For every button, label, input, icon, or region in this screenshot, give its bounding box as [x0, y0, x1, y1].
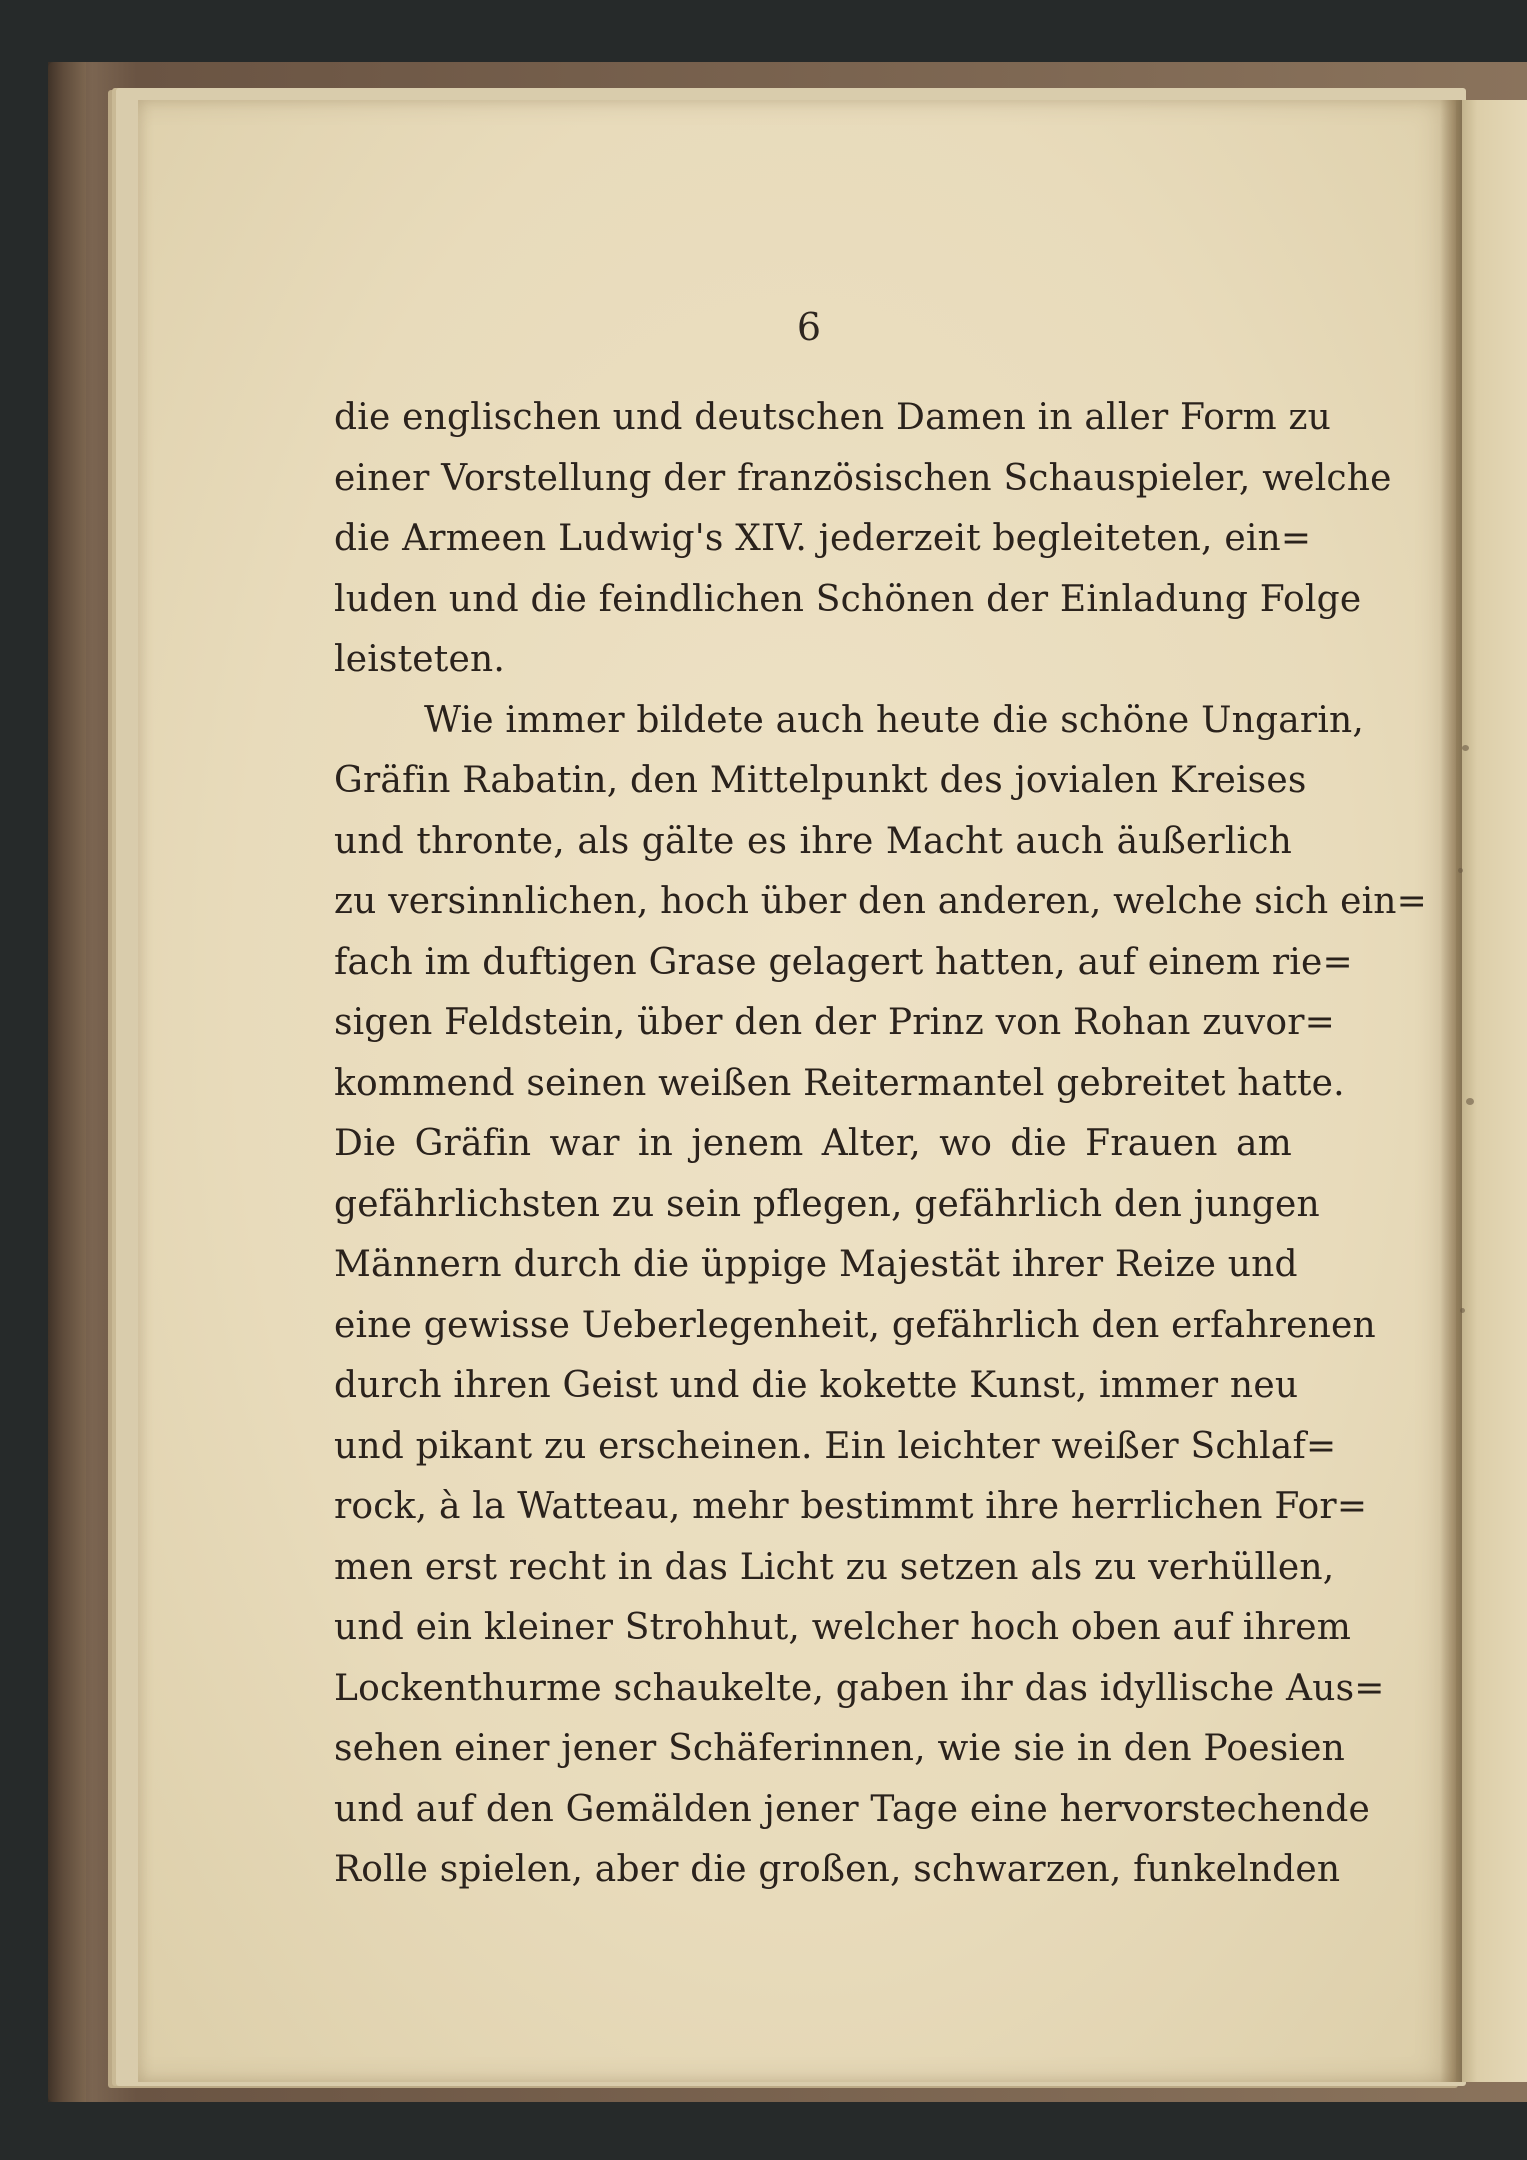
right-page-edge — [1456, 100, 1527, 2082]
text-line: gefährlichsten zu sein pflegen, gefährlich den jungen — [334, 1183, 1320, 1225]
text-line: fach im duftigen Grase gelagert hatten, auf einem rie= — [334, 941, 1353, 983]
text-line: und pikant zu erscheinen. Ein leichter weißer Schlaf= — [334, 1425, 1337, 1467]
text-line: und ein kleiner Strohhut, welcher hoch oben auf ihrem — [334, 1607, 1352, 1648]
paper-speck — [1460, 1308, 1465, 1313]
paper-speck — [1466, 1098, 1474, 1105]
page-gutter — [1440, 100, 1462, 2082]
text-line: Die Gräfin war in jenem Alter, wo die Frauen am — [334, 1123, 1292, 1164]
text-line: durch ihren Geist und die kokette Kunst, immer neu — [334, 1365, 1299, 1406]
text-line: Männern durch die üppige Majestät ihrer Reize und — [334, 1244, 1298, 1285]
text-line: sigen Feldstein, über den der Prinz von Rohan zuvor= — [334, 1002, 1336, 1043]
text-line: und thronte, als gälte es ihre Macht auch äußerlich — [334, 820, 1292, 862]
text-line: kommend seinen weißen Reitermantel gebreitet hatte. — [334, 1062, 1345, 1104]
text-line: rock, à la Watteau, mehr bestimmt ihre herrlichen For= — [334, 1486, 1368, 1527]
text-line: Rolle spielen, aber die großen, schwarzen, funkelnden — [334, 1849, 1341, 1890]
paper-speck — [1458, 868, 1463, 873]
page-number: 6 — [796, 305, 822, 349]
paper-speck — [1462, 745, 1469, 751]
text-line: und auf den Gemälden jener Tage eine hervorstechende — [334, 1788, 1370, 1830]
text-line: die englischen und deutschen Damen in aller Form zu — [334, 397, 1332, 438]
text-line: leisteten. — [334, 639, 505, 680]
body-text — [334, 388, 1428, 1901]
text-line: men erst recht in das Licht zu setzen als zu verhüllen, — [334, 1546, 1335, 1588]
text-line: die Armeen Ludwig's XIV. jederzeit begleiteten, ein= — [334, 518, 1312, 559]
text-line: eine gewisse Ueberlegenheit, gefährlich den erfahrenen — [334, 1304, 1376, 1346]
text-line: einer Vorstellung der französischen Schauspieler, welche — [334, 457, 1392, 499]
text-line: zu versinnlichen, hoch über den anderen, welche sich ein= — [334, 881, 1428, 922]
text-line: Wie immer bildete auch heute die schöne Ungarin, — [424, 699, 1365, 741]
text-line: luden und die feindlichen Schönen der Einladung Folge — [334, 578, 1362, 620]
text-line: Gräfin Rabatin, den Mittelpunkt des jovialen Kreises — [334, 760, 1307, 801]
text-line: sehen einer jener Schäferinnen, wie sie in den Poesien — [334, 1728, 1345, 1769]
text-line: Lockenthurme schaukelte, gaben ihr das idyllische Aus= — [334, 1667, 1385, 1709]
book-spine-edge — [48, 62, 86, 2102]
